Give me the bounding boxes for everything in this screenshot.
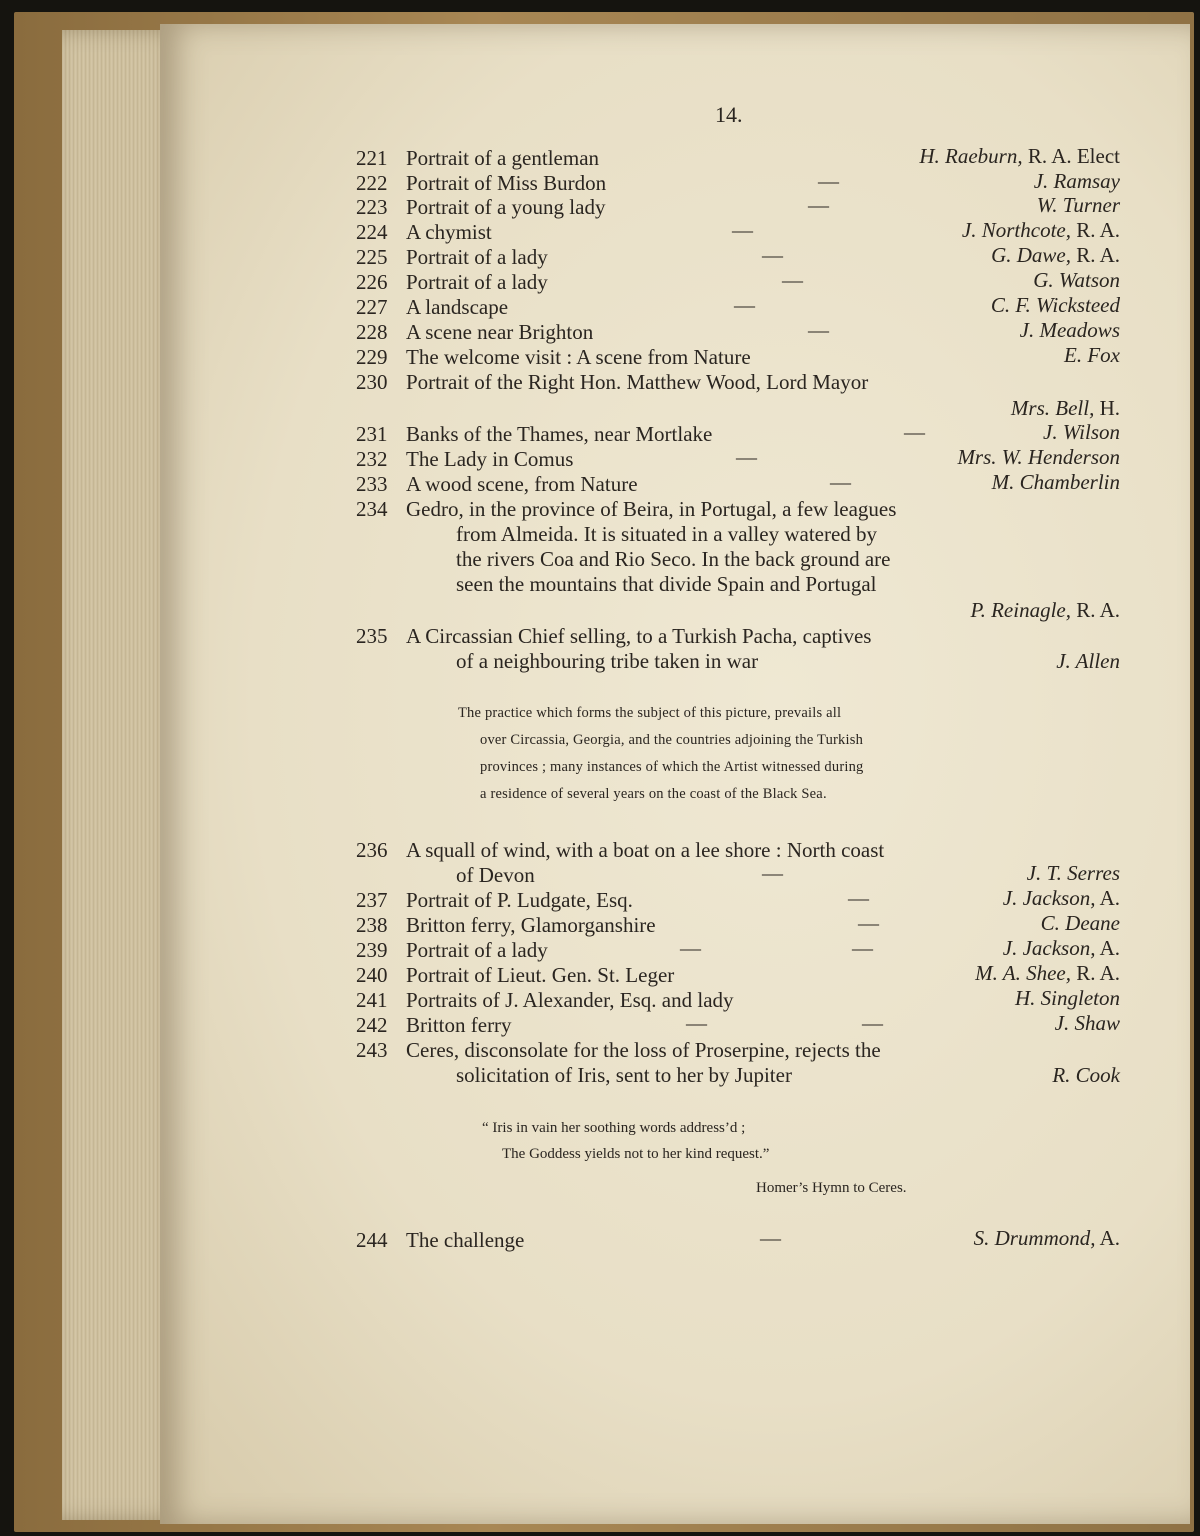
entry-continuation: seen the mountains that divide Spain and Portugal: [456, 572, 877, 596]
entry-number: 236: [356, 838, 388, 862]
entry-title: Portrait of a gentleman: [406, 146, 600, 170]
entry-artist: C. Deane: [1040, 911, 1120, 935]
entry-dash: —: [736, 445, 757, 469]
entry-title: A scene near Brighton: [406, 320, 594, 344]
entry-artist: G. Dawe, R. A.: [991, 243, 1120, 267]
entry-number: 240: [356, 963, 388, 987]
entry-title: Portrait of P. Ludgate, Esq.: [406, 888, 633, 912]
entry-dash: —: [858, 911, 879, 935]
entry-artist: S. Drummond, A.: [973, 1226, 1120, 1250]
entry-continuation: of Devon: [456, 863, 535, 887]
entry-title: Portrait of a lady: [406, 270, 548, 294]
entry-artist: E. Fox: [1064, 343, 1120, 367]
note-line: over Circassia, Georgia, and the countries adjoining the Turkish: [480, 732, 864, 748]
entry-artist: H. Singleton: [1015, 986, 1120, 1010]
entry-number: 233: [356, 472, 388, 496]
quote-line: “ Iris in vain her soothing words address’d ;: [482, 1120, 746, 1136]
entry-artist: P. Reinagle, R. A.: [970, 598, 1120, 622]
entry-title: Portrait of Lieut. Gen. St. Leger: [406, 963, 675, 987]
entry-number: 232: [356, 447, 388, 471]
entry-dash: —: [762, 243, 783, 267]
entry-dash: —: [830, 470, 851, 494]
entry-artist: J. Ramsay: [1033, 169, 1120, 193]
note-line: The practice which forms the subject of this picture, prevails all: [458, 705, 842, 721]
entry-number: 222: [356, 171, 388, 195]
entry-continuation: from Almeida. It is situated in a valley watered by: [456, 522, 878, 546]
entry-artist: M. A. Shee, R. A.: [975, 961, 1120, 985]
page-number: 14.: [715, 102, 743, 127]
entry-artist: M. Chamberlin: [991, 470, 1120, 494]
entry-number: 242: [356, 1013, 388, 1037]
entry-dash: —: [808, 318, 829, 342]
entry-artist: R. Cook: [1052, 1063, 1120, 1087]
entry-title: The welcome visit : A scene from Nature: [406, 345, 751, 369]
entry-title: Portrait of a lady: [406, 938, 548, 962]
entry-artist: J. Allen: [1056, 649, 1120, 673]
entry-dash: —: [734, 293, 755, 317]
entry-number: 238: [356, 913, 388, 937]
entry-title: Ceres, disconsolate for the loss of Proserpine, rejects the: [406, 1038, 881, 1062]
entry-number: 229: [356, 345, 388, 369]
entry-title: A Circassian Chief selling, to a Turkish Pacha, captives: [406, 624, 872, 648]
entry-title: Portrait of a young lady: [406, 195, 606, 219]
entry-number: 239: [356, 938, 388, 962]
note-line: a residence of several years on the coast of the Black Sea.: [480, 786, 827, 802]
entry-dash: —: [680, 936, 701, 960]
entry-dash: —: [818, 169, 839, 193]
entry-title: Banks of the Thames, near Mortlake: [406, 422, 713, 446]
entry-continuation: solicitation of Iris, sent to her by Jupiter: [456, 1063, 792, 1087]
entry-number: 221: [356, 146, 388, 170]
entry-artist: Mrs. Bell, H.: [1010, 396, 1120, 420]
entry-continuation: the rivers Coa and Rio Seco. In the back ground are: [456, 547, 891, 571]
entry-continuation: of a neighbouring tribe taken in war: [456, 649, 759, 673]
entry-number: 227: [356, 295, 388, 319]
quote-line: The Goddess yields not to her kind request.”: [502, 1146, 770, 1162]
entry-dash: —: [848, 886, 869, 910]
entry-title: Portraits of J. Alexander, Esq. and lady: [406, 988, 734, 1012]
entry-title: Portrait of Miss Burdon: [406, 171, 607, 195]
entry-artist: J. Jackson, A.: [1002, 886, 1120, 910]
entry-dash: —: [686, 1011, 707, 1035]
entry-title: Britton ferry: [406, 1013, 512, 1037]
entry-number: 243: [356, 1038, 388, 1062]
entry-artist: J. Wilson: [1043, 420, 1120, 444]
entry-artist: C. F. Wicksteed: [990, 293, 1120, 317]
entry-title: The challenge: [406, 1228, 525, 1252]
entry-number: 224: [356, 220, 388, 244]
entry-title: Britton ferry, Glamorganshire: [406, 913, 656, 937]
entry-artist: Mrs. W. Henderson: [957, 445, 1120, 469]
entry-title: Gedro, in the province of Beira, in Portugal, a few leagues: [406, 497, 897, 521]
catalogue-page: [160, 24, 1190, 1524]
entry-artist: J. Meadows: [1019, 318, 1120, 342]
entry-title: A squall of wind, with a boat on a lee shore : North coast: [406, 838, 885, 862]
entry-number: 226: [356, 270, 388, 294]
entry-dash: —: [782, 268, 803, 292]
entry-dash: —: [862, 1011, 883, 1035]
entry-dash: —: [762, 861, 783, 885]
entry-dash: —: [732, 218, 753, 242]
entry-number: 244: [356, 1228, 388, 1252]
entry-number: 225: [356, 245, 388, 269]
entry-artist: J. T. Serres: [1026, 861, 1120, 885]
entry-number: 231: [356, 422, 388, 446]
entry-artist: H. Raeburn, R. A. Elect: [919, 144, 1120, 168]
entry-artist: J. Northcote, R. A.: [961, 218, 1120, 242]
entry-number: 230: [356, 370, 388, 394]
entry-dash: —: [852, 936, 873, 960]
entry-dash: —: [760, 1226, 781, 1250]
entry-artist: J. Jackson, A.: [1002, 936, 1120, 960]
entry-number: 234: [356, 497, 388, 521]
entry-number: 223: [356, 195, 388, 219]
entry-title: Portrait of a lady: [406, 245, 548, 269]
entry-artist: G. Watson: [1033, 268, 1120, 292]
entry-title: A wood scene, from Nature: [406, 472, 638, 496]
entry-title: A landscape: [406, 295, 509, 319]
entry-title: The Lady in Comus: [406, 447, 574, 471]
entry-number: 237: [356, 888, 388, 912]
entry-number: 241: [356, 988, 388, 1012]
quote-source: Homer’s Hymn to Ceres.: [756, 1180, 907, 1196]
entry-number: 235: [356, 624, 388, 648]
entry-artist: J. Shaw: [1054, 1011, 1120, 1035]
entry-title: Portrait of the Right Hon. Matthew Wood, Lord Mayor: [406, 370, 869, 394]
note-line: provinces ; many instances of which the Artist witnessed during: [480, 759, 864, 775]
entry-dash: —: [808, 193, 829, 217]
entry-number: 228: [356, 320, 388, 344]
entry-dash: —: [904, 420, 925, 444]
entry-title: A chymist: [406, 220, 492, 244]
entry-artist: W. Turner: [1036, 193, 1120, 217]
